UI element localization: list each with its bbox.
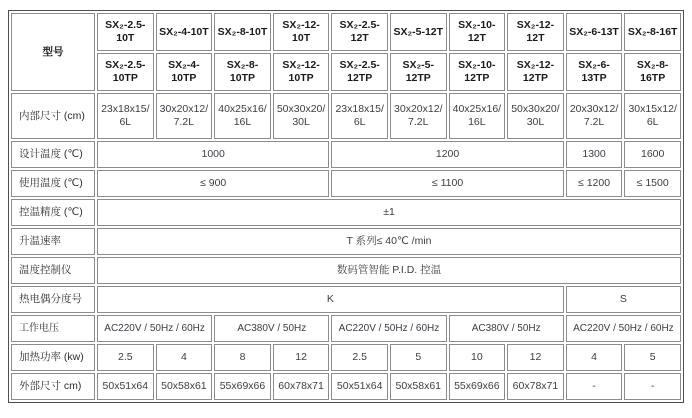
- spec-value-cell: 30x20x12/ 7.2L: [156, 93, 213, 139]
- model-header-t: SX₂-5-12T: [390, 13, 447, 51]
- spec-value-cell: AC380V / 50Hz: [214, 315, 329, 342]
- model-header-tp: SX₂-6-13TP: [566, 53, 623, 91]
- model-header-tp: SX₂-12-12TP: [507, 53, 564, 91]
- spec-row: [11, 257, 681, 284]
- spec-value-cell: K: [97, 286, 564, 313]
- spec-value-cell: 数码管智能 P.I.D. 控温: [97, 257, 681, 284]
- model-header-t: SX₂-2.5-10T: [97, 13, 154, 51]
- spec-row-label: 设计温度 (℃): [11, 141, 95, 168]
- spec-value-cell: 60x78x71: [273, 373, 330, 400]
- model-header-t: SX₂-12-12T: [507, 13, 564, 51]
- spec-row: [11, 141, 681, 168]
- spec-row: [11, 344, 681, 371]
- spec-value-cell: 50x30x20/ 30L: [507, 93, 564, 139]
- spec-value-cell: ±1: [97, 199, 681, 226]
- model-header-tp: SX₂-8-16TP: [624, 53, 681, 91]
- header-row-t: [11, 13, 681, 51]
- spec-value-cell: 10: [449, 344, 506, 371]
- spec-value-cell: 8: [214, 344, 271, 371]
- model-corner-label: 型号: [11, 13, 95, 91]
- spec-value-cell: 1000: [97, 141, 329, 168]
- model-header-tp: SX₂-5-12TP: [390, 53, 447, 91]
- spec-row-label: 工作电压: [11, 315, 95, 342]
- model-header-tp: SX₂-8-10TP: [214, 53, 271, 91]
- model-header-tp: SX₂-2.5-10TP: [97, 53, 154, 91]
- model-header-t: SX₂-2.5-12T: [331, 13, 388, 51]
- spec-row: [11, 315, 681, 342]
- spec-row-label: 加热功率 (kw): [11, 344, 95, 371]
- furnace-spec-table: [8, 10, 684, 403]
- spec-value-cell: S: [566, 286, 681, 313]
- model-header-tp: SX₂-2.5-12TP: [331, 53, 388, 91]
- spec-value-cell: 5: [624, 344, 681, 371]
- spec-row-label: 使用温度 (℃): [11, 170, 95, 197]
- spec-value-cell: AC220V / 50Hz / 60Hz: [566, 315, 681, 342]
- spec-value-cell: AC220V / 50Hz / 60Hz: [97, 315, 212, 342]
- model-header-t: SX₂-12-10T: [273, 13, 330, 51]
- spec-value-cell: 2.5: [97, 344, 154, 371]
- spec-row: [11, 170, 681, 197]
- spec-row-label: 热电偶分度号: [11, 286, 95, 313]
- model-header-t: SX₂-10-12T: [449, 13, 506, 51]
- model-header-tp: SX₂-10-12TP: [449, 53, 506, 91]
- spec-value-cell: 50x58x61: [156, 373, 213, 400]
- spec-value-cell: AC220V / 50Hz / 60Hz: [331, 315, 446, 342]
- spec-row: [11, 199, 681, 226]
- spec-value-cell: ≤ 1200: [566, 170, 623, 197]
- header-row-tp: [11, 53, 681, 91]
- spec-value-cell: 30x15x12/ 6L: [624, 93, 681, 139]
- model-header-t: SX₂-4-10T: [156, 13, 213, 51]
- spec-value-cell: 5: [390, 344, 447, 371]
- spec-row: [11, 93, 681, 139]
- spec-row: [11, 228, 681, 255]
- spec-value-cell: 60x78x71: [507, 373, 564, 400]
- model-header-t: SX₂-8-16T: [624, 13, 681, 51]
- spec-value-cell: 23x18x15/ 6L: [97, 93, 154, 139]
- spec-value-cell: 1300: [566, 141, 623, 168]
- spec-row: [11, 286, 681, 313]
- spec-value-cell: 50x51x64: [331, 373, 388, 400]
- spec-value-cell: ≤ 1100: [331, 170, 563, 197]
- spec-value-cell: 40x25x16/ 16L: [449, 93, 506, 139]
- spec-value-cell: -: [566, 373, 623, 400]
- spec-value-cell: ≤ 1500: [624, 170, 681, 197]
- spec-value-cell: -: [624, 373, 681, 400]
- spec-value-cell: 12: [273, 344, 330, 371]
- model-header-tp: SX₂-12-10TP: [273, 53, 330, 91]
- model-header-tp: SX₂-4-10TP: [156, 53, 213, 91]
- spec-row-label: 内部尺寸 (cm): [11, 93, 95, 139]
- spec-value-cell: 50x51x64: [97, 373, 154, 400]
- spec-value-cell: AC380V / 50Hz: [449, 315, 564, 342]
- spec-row-label: 外部尺寸 cm): [11, 373, 95, 400]
- spec-value-cell: 2.5: [331, 344, 388, 371]
- spec-value-cell: 40x25x16/ 16L: [214, 93, 271, 139]
- spec-body: [11, 93, 681, 400]
- spec-value-cell: T 系列≤ 40℃ /min: [97, 228, 681, 255]
- spec-value-cell: 50x30x20/ 30L: [273, 93, 330, 139]
- spec-value-cell: 50x58x61: [390, 373, 447, 400]
- spec-value-cell: 55x69x66: [449, 373, 506, 400]
- spec-value-cell: 4: [156, 344, 213, 371]
- model-header-t: SX₂-8-10T: [214, 13, 271, 51]
- spec-row: [11, 373, 681, 400]
- spec-value-cell: 55x69x66: [214, 373, 271, 400]
- spec-value-cell: 4: [566, 344, 623, 371]
- spec-value-cell: 23x18x15/ 6L: [331, 93, 388, 139]
- spec-row-label: 升温速率: [11, 228, 95, 255]
- spec-value-cell: ≤ 900: [97, 170, 329, 197]
- spec-value-cell: 20x30x12/ 7.2L: [566, 93, 623, 139]
- spec-value-cell: 1600: [624, 141, 681, 168]
- spec-value-cell: 12: [507, 344, 564, 371]
- spec-row-label: 温度控制仪: [11, 257, 95, 284]
- model-header: [11, 13, 681, 91]
- spec-value-cell: 1200: [331, 141, 563, 168]
- model-header-t: SX₂-6-13T: [566, 13, 623, 51]
- spec-value-cell: 30x20x12/ 7.2L: [390, 93, 447, 139]
- spec-row-label: 控温精度 (℃): [11, 199, 95, 226]
